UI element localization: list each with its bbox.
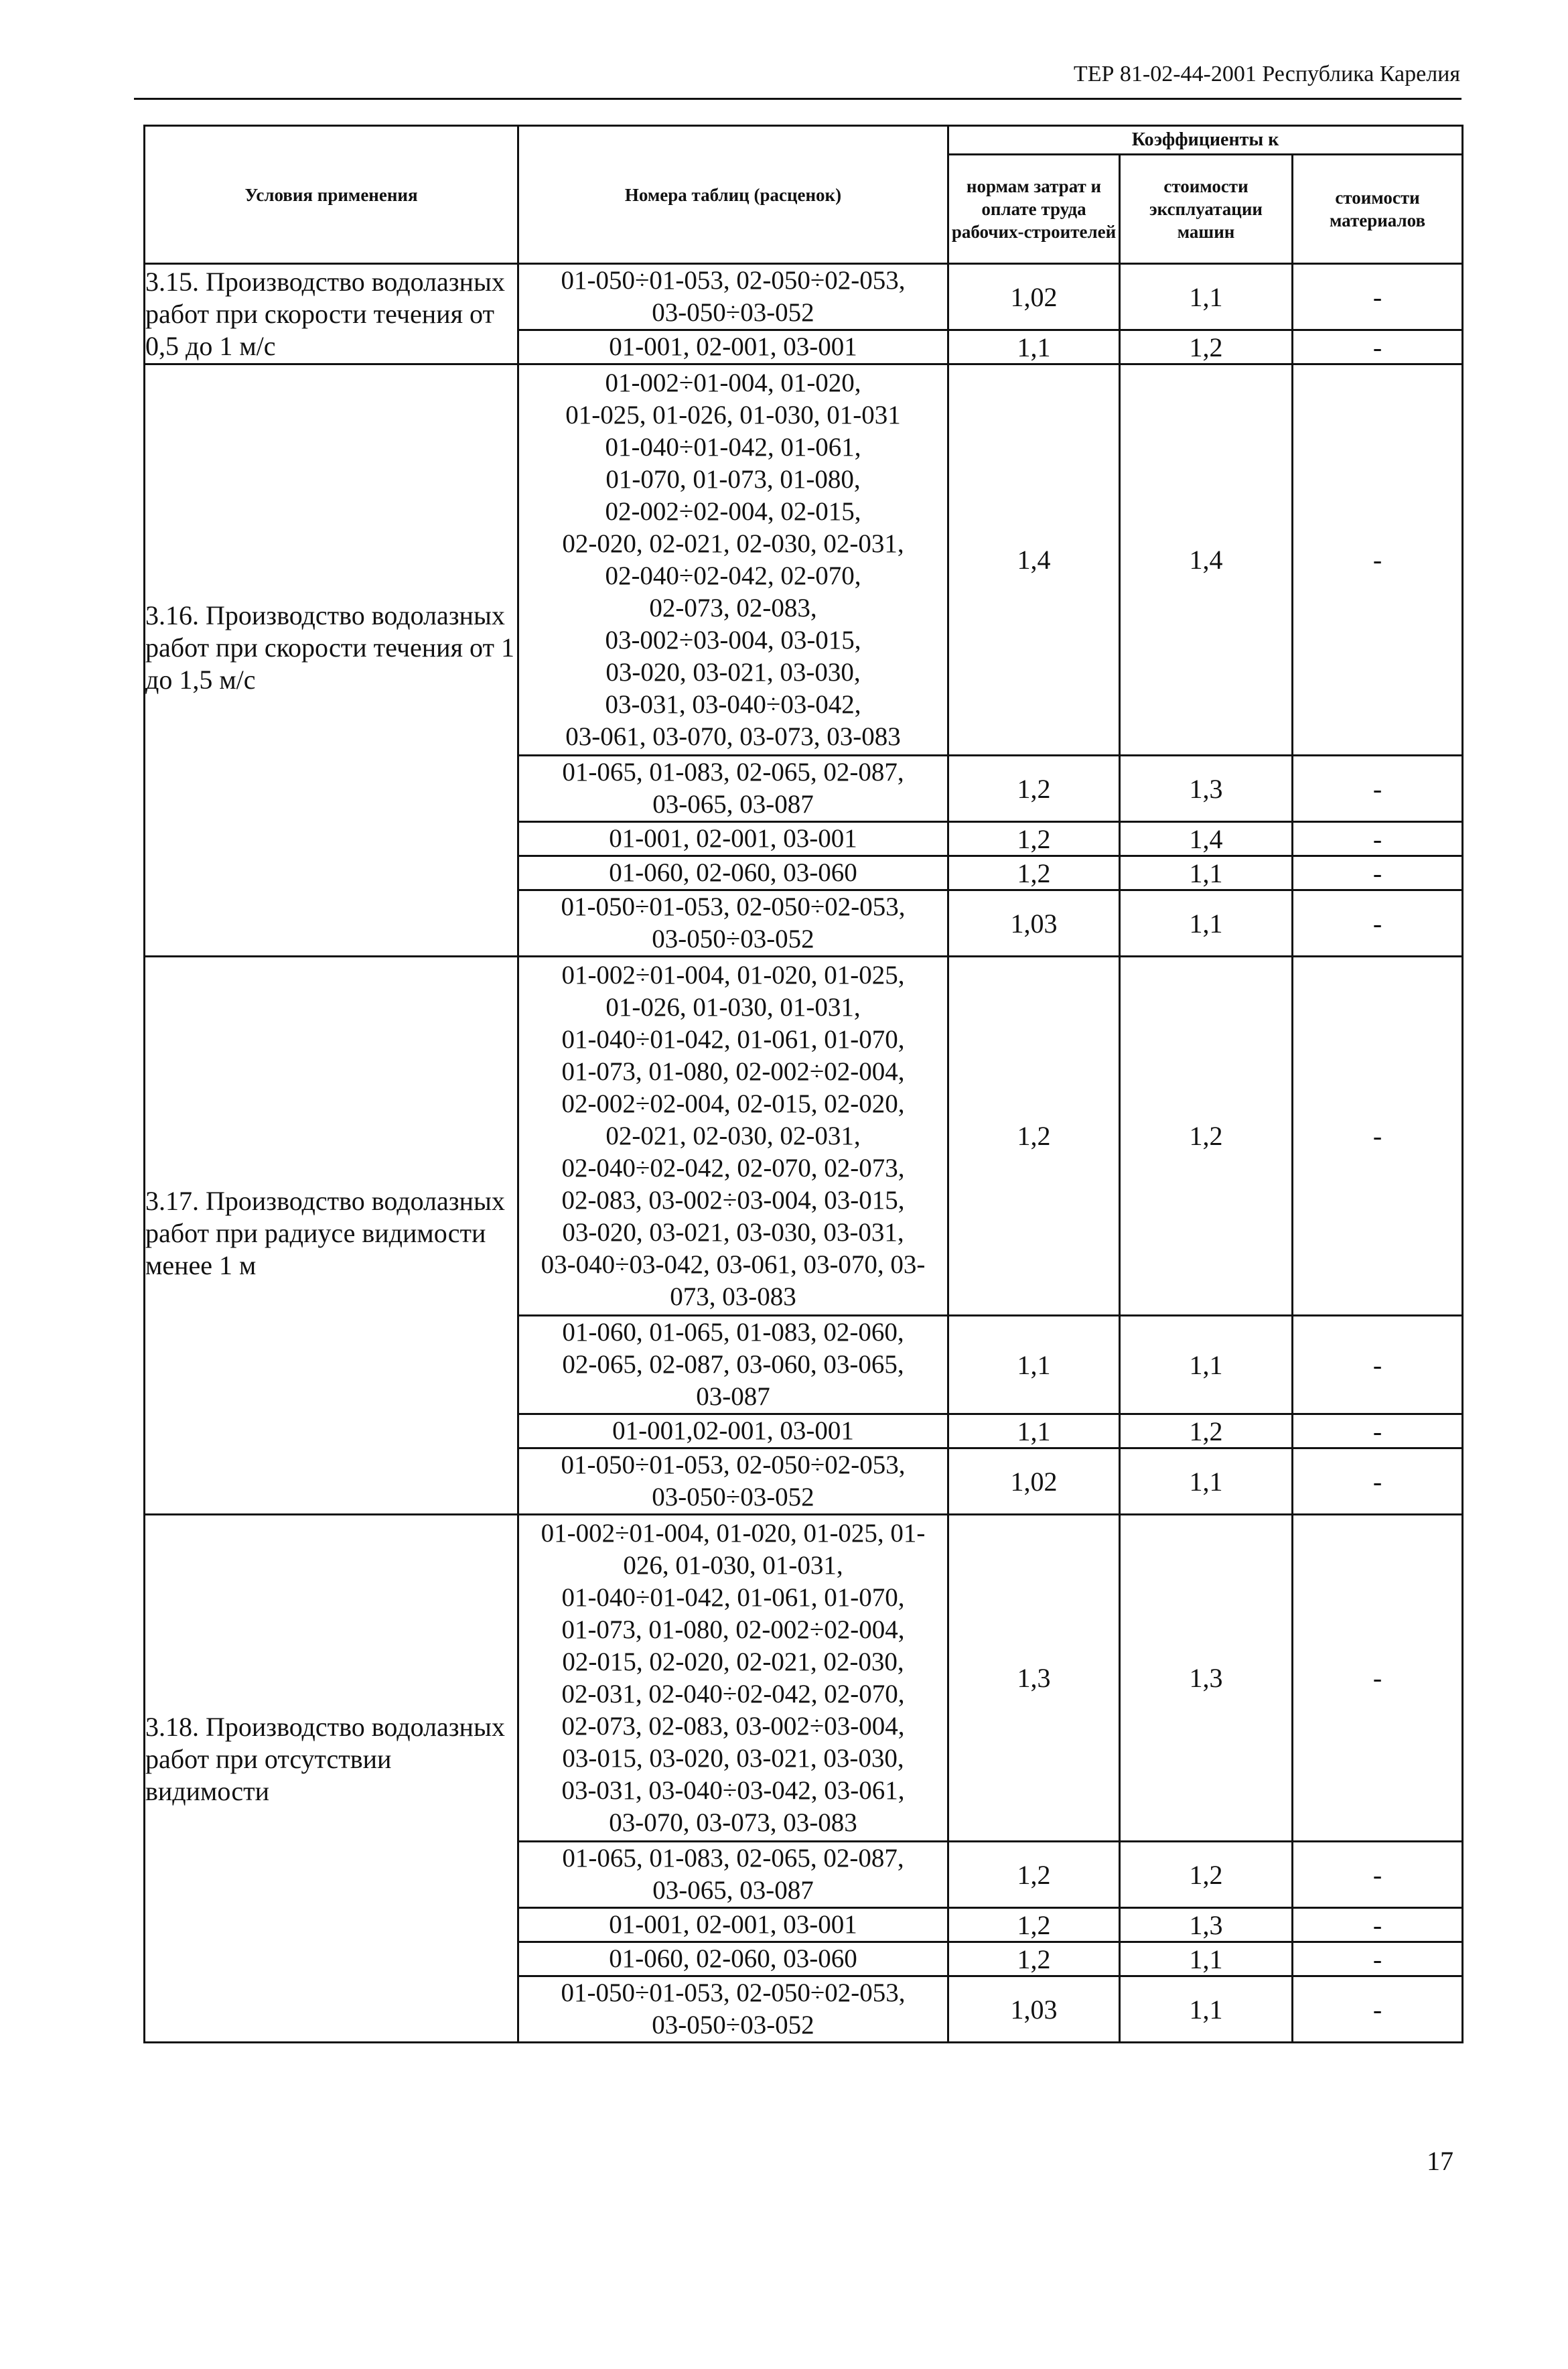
- materials-coef-cell: -: [1293, 856, 1463, 890]
- header-labor: нормам затрат и оплате труда рабочих-строителей: [948, 155, 1120, 264]
- machines-coef-cell: 1,1: [1120, 856, 1293, 890]
- table-numbers-cell: 01-050÷01-053, 02-050÷02-053, 03-050÷03-052: [518, 264, 948, 330]
- labor-coef-cell: 1,1: [948, 330, 1120, 364]
- materials-coef-cell: -: [1293, 756, 1463, 822]
- machines-coef-cell: 1,2: [1120, 1842, 1293, 1908]
- table-numbers-cell: 01-060, 02-060, 03-060: [518, 1942, 948, 1976]
- materials-coef-cell: -: [1293, 1908, 1463, 1942]
- coefficients-table: [143, 125, 1464, 2043]
- header-rule: [134, 98, 1462, 100]
- machines-coef-cell: 1,4: [1120, 822, 1293, 856]
- materials-coef-cell: -: [1293, 1448, 1463, 1515]
- materials-coef-cell: -: [1293, 1515, 1463, 1842]
- table-numbers-cell: 01-002÷01-004, 01-020, 01-025, 01-026, 01-030, 01-031 01-040÷01-042, 01-061, 01-070, 01-073, 01-080, 02-002÷02-004, 02-015, 02-020, 02-021, 02-030, 02-031, 02-040÷02-042, 02-070, 02-073, 02-083, 03-002÷03-004, 03-015, 03-020, 03-021, 03-030, 03-031, 03-040÷03-042, 03-061, 03-070, 03-073, 03-083: [518, 364, 948, 756]
- labor-coef-cell: 1,03: [948, 890, 1120, 957]
- labor-coef-cell: 1,2: [948, 822, 1120, 856]
- machines-coef-cell: 1,1: [1120, 264, 1293, 330]
- materials-coef-cell: -: [1293, 364, 1463, 756]
- labor-coef-cell: 1,2: [948, 756, 1120, 822]
- table-numbers-cell: 01-001, 02-001, 03-001: [518, 330, 948, 364]
- table-numbers-cell: 01-001,02-001, 03-001: [518, 1414, 948, 1448]
- table-numbers-cell: 01-060, 01-065, 01-083, 02-060, 02-065, 02-087, 03-060, 03-065, 03-087: [518, 1316, 948, 1414]
- materials-coef-cell: -: [1293, 957, 1463, 1316]
- labor-coef-cell: 1,02: [948, 264, 1120, 330]
- materials-coef-cell: -: [1293, 890, 1463, 957]
- condition-cell: 3.18. Производство водолазных работ при отсутствии видимости: [145, 1515, 518, 2043]
- table-numbers-cell: 01-050÷01-053, 02-050÷02-053, 03-050÷03-052: [518, 1448, 948, 1515]
- materials-coef-cell: -: [1293, 1316, 1463, 1414]
- running-header: ТЕР 81-02-44-2001 Республика Карелия: [1073, 62, 1460, 86]
- machines-coef-cell: 1,2: [1120, 957, 1293, 1316]
- machines-coef-cell: 1,2: [1120, 1414, 1293, 1448]
- page-number: 17: [1427, 2146, 1453, 2176]
- labor-coef-cell: 1,1: [948, 1316, 1120, 1414]
- labor-coef-cell: 1,2: [948, 856, 1120, 890]
- materials-coef-cell: -: [1293, 1414, 1463, 1448]
- labor-coef-cell: 1,2: [948, 957, 1120, 1316]
- labor-coef-cell: 1,4: [948, 364, 1120, 756]
- materials-coef-cell: -: [1293, 1842, 1463, 1908]
- table-row: [145, 264, 1463, 330]
- labor-coef-cell: 1,2: [948, 1842, 1120, 1908]
- machines-coef-cell: 1,1: [1120, 1976, 1293, 2043]
- table-row: [145, 957, 1463, 1316]
- condition-cell: 3.15. Производство водолазных работ при скорости течения от 0,5 до 1 м/с: [145, 264, 518, 364]
- machines-coef-cell: 1,3: [1120, 756, 1293, 822]
- table-numbers-cell: 01-065, 01-083, 02-065, 02-087, 03-065, 03-087: [518, 1842, 948, 1908]
- table-numbers-cell: 01-001, 02-001, 03-001: [518, 1908, 948, 1942]
- condition-cell: 3.16. Производство водолазных работ при скорости течения от 1 до 1,5 м/с: [145, 364, 518, 957]
- table-numbers-cell: 01-002÷01-004, 01-020, 01-025, 01-026, 01-030, 01-031, 01-040÷01-042, 01-061, 01-070, 01-073, 01-080, 02-002÷02-004, 02-002÷02-004, 02-015, 02-020, 02-021, 02-030, 02-031, 02-040÷02-042, 02-070, 02-073, 02-083, 03-002÷03-004, 03-015, 03-020, 03-021, 03-030, 03-031, 03-040÷03-042, 03-061, 03-070, 03- 073, 03-083: [518, 957, 948, 1316]
- machines-coef-cell: 1,3: [1120, 1515, 1293, 1842]
- header-conditions: Условия применения: [145, 126, 518, 264]
- machines-coef-cell: 1,1: [1120, 1942, 1293, 1976]
- labor-coef-cell: 1,3: [948, 1515, 1120, 1842]
- table-numbers-cell: 01-050÷01-053, 02-050÷02-053, 03-050÷03-052: [518, 1976, 948, 2043]
- machines-coef-cell: 1,1: [1120, 1448, 1293, 1515]
- table-row: [145, 1515, 1463, 1842]
- materials-coef-cell: -: [1293, 264, 1463, 330]
- labor-coef-cell: 1,02: [948, 1448, 1120, 1515]
- machines-coef-cell: 1,4: [1120, 364, 1293, 756]
- materials-coef-cell: -: [1293, 822, 1463, 856]
- table-row: [145, 364, 1463, 756]
- header-materials: стоимости материалов: [1293, 155, 1463, 264]
- table-numbers-cell: 01-065, 01-083, 02-065, 02-087, 03-065, 03-087: [518, 756, 948, 822]
- materials-coef-cell: -: [1293, 1942, 1463, 1976]
- header-table-numbers: Номера таблиц (расценок): [518, 126, 948, 264]
- table-numbers-cell: 01-001, 02-001, 03-001: [518, 822, 948, 856]
- header-machines: стоимости эксплуатации машин: [1120, 155, 1293, 264]
- materials-coef-cell: -: [1293, 1976, 1463, 2043]
- machines-coef-cell: 1,1: [1120, 1316, 1293, 1414]
- labor-coef-cell: 1,03: [948, 1976, 1120, 2043]
- table-numbers-cell: 01-050÷01-053, 02-050÷02-053, 03-050÷03-052: [518, 890, 948, 957]
- machines-coef-cell: 1,3: [1120, 1908, 1293, 1942]
- table-numbers-cell: 01-002÷01-004, 01-020, 01-025, 01- 026, 01-030, 01-031, 01-040÷01-042, 01-061, 01-070, 01-073, 01-080, 02-002÷02-004, 02-015, 02-020, 02-021, 02-030, 02-031, 02-040÷02-042, 02-070, 02-073, 02-083, 03-002÷03-004, 03-015, 03-020, 03-021, 03-030, 03-031, 03-040÷03-042, 03-061, 03-070, 03-073, 03-083: [518, 1515, 948, 1842]
- labor-coef-cell: 1,1: [948, 1414, 1120, 1448]
- table-numbers-cell: 01-060, 02-060, 03-060: [518, 856, 948, 890]
- machines-coef-cell: 1,1: [1120, 890, 1293, 957]
- machines-coef-cell: 1,2: [1120, 330, 1293, 364]
- condition-cell: 3.17. Производство водолазных работ при радиусе видимости менее 1 м: [145, 957, 518, 1515]
- labor-coef-cell: 1,2: [948, 1942, 1120, 1976]
- labor-coef-cell: 1,2: [948, 1908, 1120, 1942]
- header-coefficients: Коэффициенты к: [948, 126, 1463, 155]
- materials-coef-cell: -: [1293, 330, 1463, 364]
